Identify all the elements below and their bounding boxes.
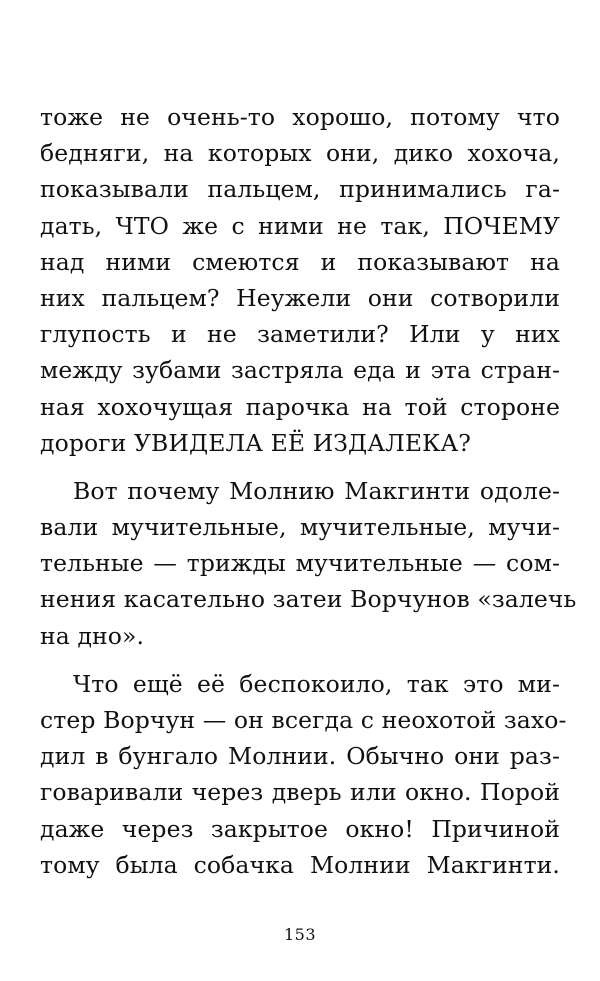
text-line: показывали пальцем, принимались га- (40, 175, 560, 204)
paragraph (40, 473, 577, 654)
paragraph (40, 666, 567, 883)
text-line: дать, ЧТО же с ними не так, ПОЧЕМУ (40, 211, 560, 240)
text-line: тому была собачка Молнии Макгинти. (40, 850, 560, 879)
text-line: тельные — трижды мучительные — сом- (40, 549, 560, 578)
text-line: между зубами застряла еда и эта стран- (40, 356, 560, 385)
text-line: над ними смеются и показывают на (40, 247, 560, 276)
page-number: 153 (283, 925, 317, 944)
text-line: стер Ворчун — он всегда с неохотой захо- (40, 706, 567, 734)
text-line: тоже не очень-то хорошо, потому что (40, 103, 560, 131)
text-line: Вот почему Молнию Макгинти одоле- (73, 476, 560, 505)
paragraph (40, 99, 560, 461)
text-line: нения касательно затеи Ворчунов «залечь (40, 585, 577, 614)
text-line: вали мучительные, мучительные, мучи- (40, 513, 560, 542)
text-line: ная хохочущая парочка на той стороне (40, 392, 560, 421)
text-line: дороги УВИДЕЛА ЕЁ ИЗДАЛЕКА? (40, 428, 472, 457)
body-text (40, 99, 577, 883)
text-line: Что ещё её беспокоило, так это ми- (73, 669, 560, 698)
text-line: даже через закрытое окно! Причиной (40, 814, 560, 843)
paragraph-gap (40, 654, 560, 666)
text-line: них пальцем? Неужели они сотворили (40, 283, 560, 312)
text-line: говаривали через дверь или окно. Порой (40, 778, 560, 807)
text-line: глупость и не заметили? Или у них (40, 320, 560, 349)
text-line: на дно». (40, 621, 145, 650)
text-line: дил в бунгало Молнии. Обычно они раз- (40, 742, 560, 771)
text-line: бедняги, на которых они, дико хохоча, (40, 139, 560, 168)
paragraph-gap (40, 461, 560, 473)
